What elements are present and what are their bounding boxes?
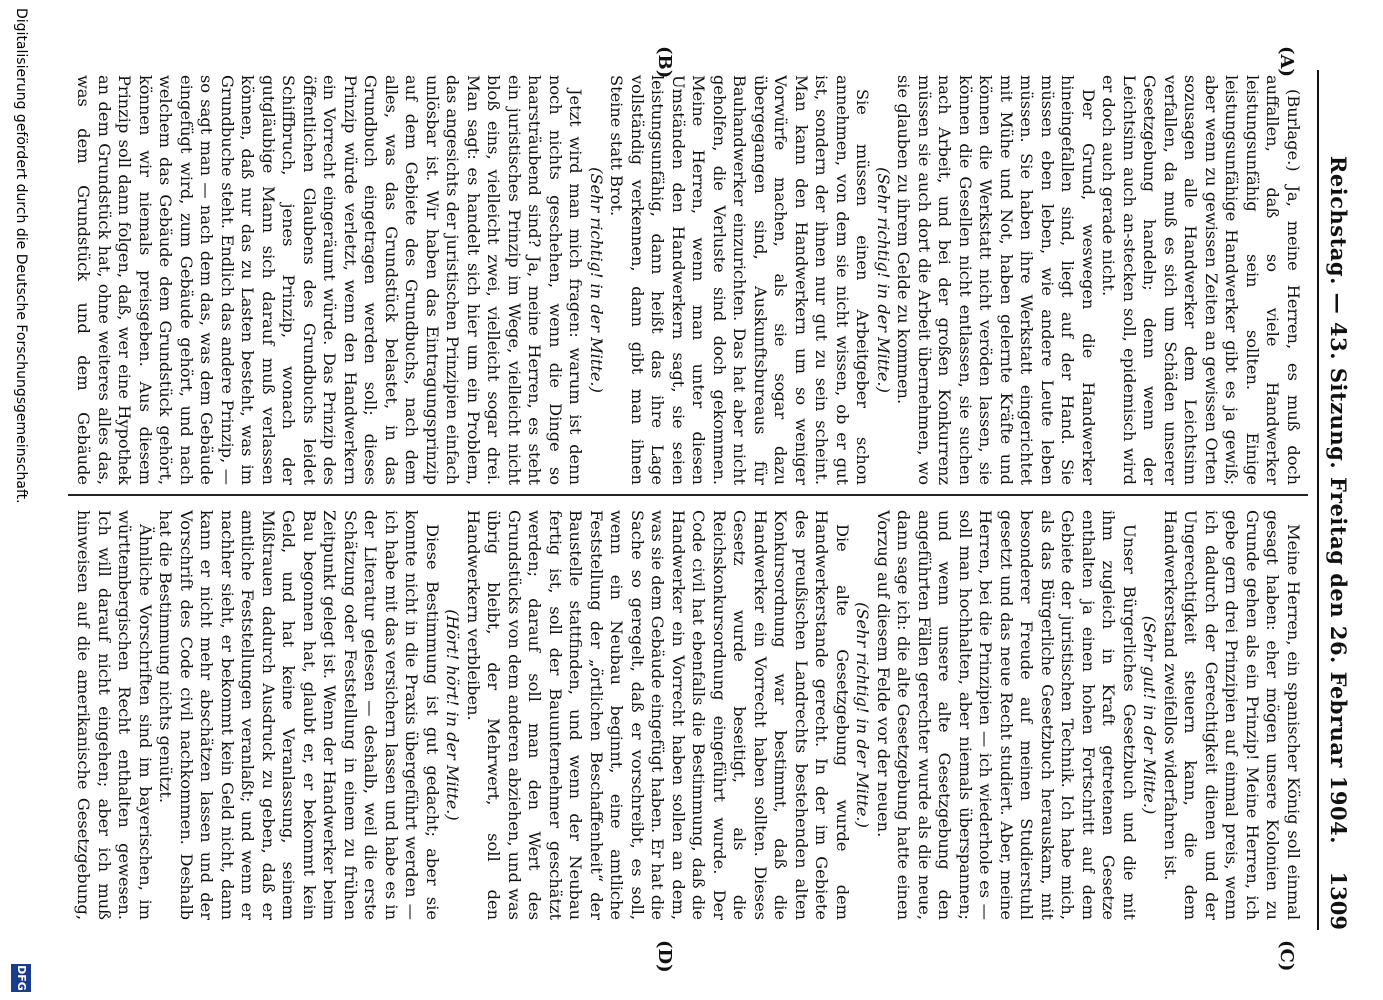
paragraph: (Burlage.) Ja, meine Herren, es muß doch auffallen, daß so viele Handwerker leistungsunfähig sein sollten. Einige leistungsunfähige Handwerker gibt es ja gewiß; aber wenn zu gewissen Zeiten an gewissen Orten sozusagen alle Handwerker dem Leichtsinn verfallen, da muß es sich um Schäden unserer Gesetzgebung handeln; denn wenn der Leichtsinn auch an-stecken soll, epidemisch wird er doch auch gerade nicht. [1099,75,1303,485]
column-divider [68,494,1308,496]
margin-marker-d: (D) [654,940,675,973]
digitization-credit: Digitalisierung gefördert durch die Deutsche Forschungsgemeinschaft. [13,8,29,504]
left-column [73,75,1303,485]
paragraph: Ähnliche Vorschriften sind im bayerischen, im württembergischen Recht enthalten gewesen. Ich will darauf nicht eingehen; aber ich muß hinweisen auf die amerikanische Gesetzgebung, [74,510,155,920]
paragraph: Die alte Gesetzgebung wurde dem Handwerkerstande gerecht. In der im Gebiete des preußischen Landrechts bestehenden alten Konkursordnung war bestimmt, daß die Handwerker ein Vorrecht haben sollten. Dieses Gesetz wurde beseitigt, als die Reichskonkursordnung eingeführt wurde. Der Code civil hat ebenfalls die Bestimmung, daß die Handwerker ein Vorrecht haben sollen an dem, was sie dem Gebäude eingefügt haben. Er hat die Sache so geregelt, daß er vorschreibt, es soll, wenn ein Neubau beginnt, eine amtliche Feststellung der „örtlichen Beschaffenheit“ der Baustelle stattfinden, und wenn der Neubau fertig ist, soll der Bauunternehmer geschätzt werden; darauf soll man den Wert des Grundstücks von dem anderen abziehen, und was übrig bleibt, der Mehrwert, soll den Handwerkern verbleiben. [464,510,852,920]
page-title: Reichstag. — 43. Sitzung. Freitag den 26. Februar 1904. [1326,155,1351,845]
dfg-logo-icon: DFG [11,964,31,992]
footer [3,0,33,1000]
page-number: 1309 [1326,871,1351,930]
paragraph: Jetzt wird man mich fragen: warum ist denn noch nichts geschehen, wenn die Dinge so haarsträubend sind? Ja, meine Herren, es steht ein juristisches Prinzip im Wege, vielleicht nicht bloß eins, vielleicht zwei, vielleicht sogar drei. Man sagt: es handelt sich hier um ein Problem, das angesichts der juristischen Prinzipien einfach unlösbar ist. Wir haben das Eintragungsprinzip auf dem Gebiete des Grundbuchs, nach dem alles, was das Grundstück belastet, in das Grundbuch eingetragen werden soll; dieses Prinzip würde verletzt, wenn den Handwerkern ein Vorrecht eingeräumt würde. Das Prinzip des öffentlichen Glaubens des Grundbuchs leidet Schiffbruch, jenes Prinzip, wonach der gutgläubige Mann sich darauf muß verlassen können, daß nur das zu Lasten besteht, was im Grundbuche steht. Endlich das andere Prinzip, — so sagt man — nach dem das, was dem Gebäude eingefügt wird, zum Gebäude gehört, und nach welchem das Gebäude dem Grundstück gehört, können wir niemals preisgeben. Aus diesem Prinzip soll dann folgen, daß, wer eine Hypothek an dem Grundstück hat, ohne weiteres alles das, was dem Grundstück und dem Gebäude [74,75,586,485]
paragraph: (Sehr richtig! in der Mitte.) [853,602,873,828]
paragraph: Sie müssen einen Arbeitgeber schon annehmen, von dem sie nicht wissen, ob er gut ist, sondern der ihnen nur gut zu sein scheint. Man kann den Handwerkern um so weniger Vorwürfe machen, als sie sogar dazu übergegangen sind, Auskunftsbureaus für Bauhandwerker einzurichten. Das hat aber nicht geholfen, die Verluste sind doch gekommen. Meine Herren, wenn man unter diesen Umständen den Handwerkern sagt, sie seien leistungsunfähig, dann heißt das ihre Lage vollständig verkennen, dann gibt man ihnen Steine statt Brot. [607,75,873,485]
paragraph: Der Grund, weswegen die Handwerker hineingefallen sind, liegt auf der Hand. Sie müssen eben leben, wie andere Leute leben müssen. Sie haben ihre Werkstatt eingerichtet mit Mühe und Not, haben gelernte Kräfte und können die Werkstatt nicht veröden lassen, sie können die Gesellen nicht entlassen, sie suchen nach Arbeit, und bei der großen Konkurrenz müssen sie auch dort die Arbeit übernehmen, wo sie glauben zu ihrem Gelde zu kommen. [894,75,1098,485]
margin-marker-a: (A) [1276,46,1297,77]
page-header [1315,70,1355,930]
paragraph: Unser Bürgerliches Gesetzbuch und die mit ihm zugleich in Kraft getretenen Gesetze enthalten ja einen hohen Fortschritt auf dem Gebiete der juristischen Technik. Ich habe mich, als das Bürgerliche Gesetzbuch herauskam, mit besonderer Freude auf meinen Studierstuhl gesetzt und das neue Recht studiert. Aber, meine Herren, bei die Prinzipien — ich wiederhole es — soll man hochhalten, aber niemals überspannen; und wenn unsere alte Gesetzgebung den angeführten Fällen gerechter wurde als die neue, dann sage ich: die alte Gesetzgebung hatte einen Vorzug auf diesem Felde vor der neuen. [874,510,1139,920]
paragraph: (Sehr gut! in der Mitte.) [1140,615,1160,815]
margin-marker-c: (C) [1276,940,1297,972]
right-column [73,510,1303,920]
paragraph: (Sehr richtig! in der Mitte.) [587,167,606,393]
paragraph: Meine Herren, ein spanischer König soll einmal gesagt haben: eher mögen unsere Kolonien zu Grunde gehen als ein Prinzip! Meine Herren, ich gebe gern drei Prinzipien auf einmal preis, wenn ich dadurch der Gerechtigkeit dienen und der Ungerechtigkeit steuern kann, die dem Handwerkerstand zweifellos widerfahren ist. [1161,510,1303,920]
margin-marker-b: (B) [654,46,675,79]
header-rule [1317,70,1319,930]
paragraph: (Hört! hört! in der Mitte.) [443,609,463,821]
paragraph: (Sehr richtig! in der Mitte.) [874,167,893,393]
paragraph: Diese Bestimmung ist gut gedacht; aber sie konnte nicht in die Praxis übergeführt werden — ich habe mit das versichern lassen und habe es in der Literatur gelesen — deshalb, weil die erste Schätzung oder Feststellung in einem zu frühen Zeitpunkt gelegt ist. Wenn der Handwerker beim Bau begonnen hat, glaubt er, er bekommt kein Geld, und hat keine Veranlassung, seinem Mißtrauen dadurch Ausdruck zu geben, daß er amtliche Feststellungen veranlaßt; und wenn er nachher sieht, er bekommt kein Geld nicht, dann kann er nicht mehr abschätzen lassen und der Vorschrift des Code civil nachkommen. Deshalb hat die Bestimmung nichts genützt. [156,510,442,920]
